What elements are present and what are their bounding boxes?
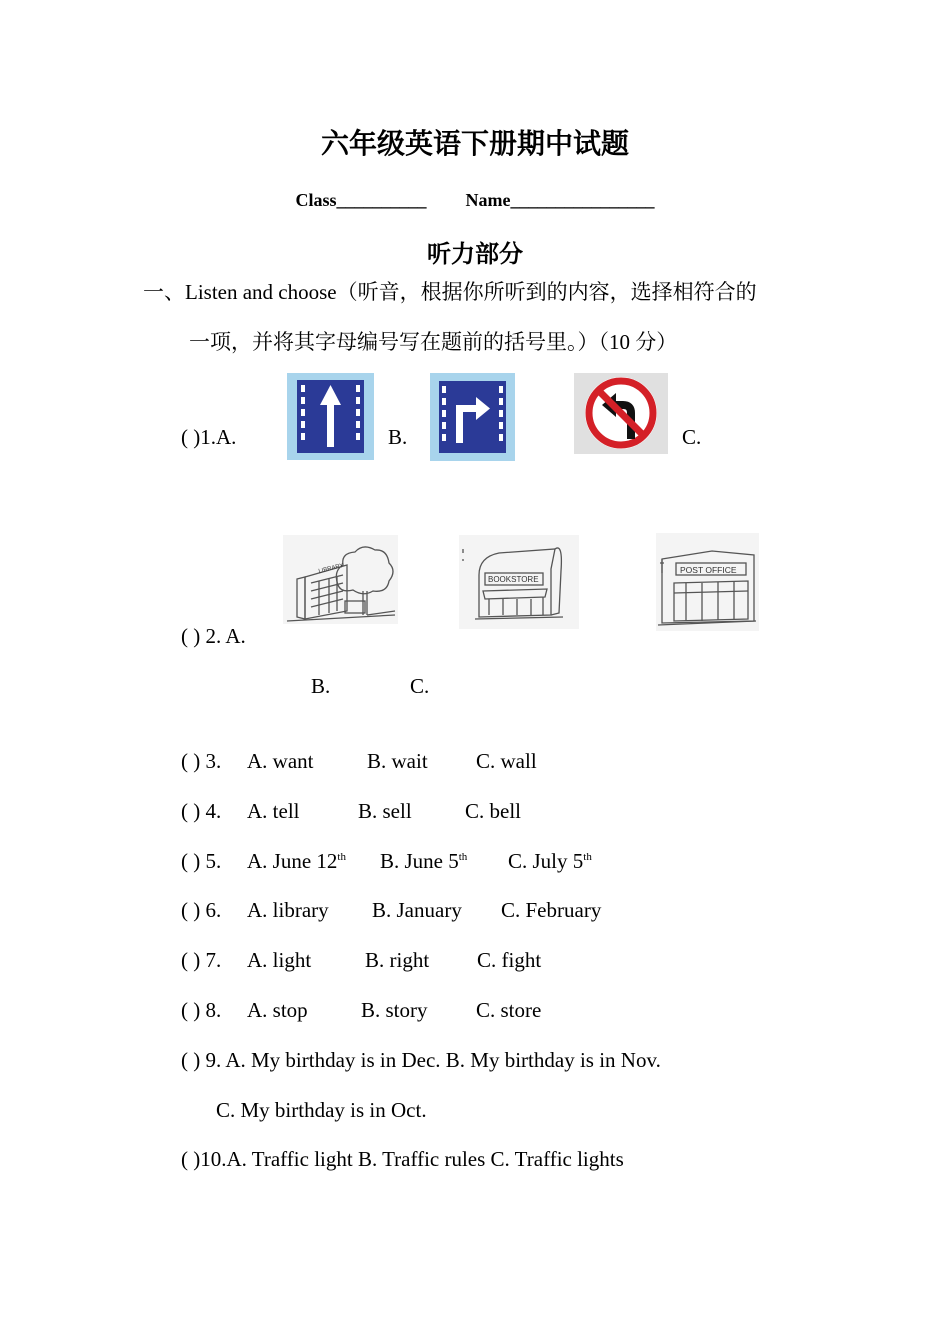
q2-prefix: ( ) 2. A.	[181, 624, 246, 648]
q5-option-c-text: C. July 5	[508, 849, 584, 873]
q4-number: ( ) 4.	[181, 799, 222, 823]
turn-right-sign-icon	[430, 373, 515, 461]
q3-option-c[interactable]: C. wall	[476, 749, 537, 773]
section-title: 听力部分	[427, 242, 523, 268]
bookstore-building-icon	[459, 535, 579, 629]
q5-option-a-sup: th	[337, 851, 346, 863]
q8-option-a[interactable]: A. stop	[247, 998, 308, 1022]
q5-option-a[interactable]	[247, 849, 346, 874]
q8-number: ( ) 8.	[181, 998, 222, 1022]
q3-number: ( ) 3.	[181, 749, 222, 773]
page-title: 六年级英语下册期中试题	[320, 129, 629, 160]
q8-option-c[interactable]: C. store	[476, 998, 542, 1022]
q6-option-c[interactable]: C. February	[501, 898, 602, 922]
q4-option-a[interactable]: A. tell	[247, 799, 300, 823]
q2-option-b-label: B.	[311, 674, 331, 698]
q5-option-a-text: A. June 12	[247, 849, 338, 873]
student-info-row	[0, 190, 950, 211]
q5-option-b-sup: th	[458, 851, 468, 863]
library-building-icon	[283, 535, 398, 624]
q5-option-c[interactable]	[508, 849, 592, 874]
q5-number: ( ) 5.	[181, 849, 222, 873]
part1-instruction-line2: 一项，并将其字母编号写在题前的括号里。）（10 分）	[189, 330, 678, 354]
class-field[interactable]: Class__________	[295, 190, 427, 210]
post-office-sign-text: POST OFFICE	[680, 565, 737, 575]
part1-instruction-line1: 一、Listen and choose（听音，根据你所听到的内容，选择相符合的	[143, 280, 757, 304]
q7-option-a[interactable]: A. light	[247, 948, 312, 972]
q4-option-c[interactable]: C. bell	[465, 799, 521, 823]
q1-prefix: ( )1.A.	[181, 425, 237, 449]
q1-option-c-label: C.	[682, 425, 702, 449]
q3-option-b[interactable]: B. wait	[367, 749, 428, 773]
q4-option-b[interactable]: B. sell	[358, 799, 412, 823]
q5-option-c-sup: th	[583, 851, 592, 863]
q7-option-c[interactable]: C. fight	[477, 948, 542, 972]
q5-option-b-text: B. June 5	[380, 849, 459, 873]
q5-option-b[interactable]	[380, 849, 467, 874]
q9-line2: C. My birthday is in Oct.	[216, 1098, 427, 1122]
q7-option-b[interactable]: B. right	[365, 948, 430, 972]
bookstore-sign-text: BOOKSTORE	[488, 575, 539, 584]
q10-line: ( )10.A. Traffic light B. Traffic rules C. Traffic lights	[181, 1147, 624, 1171]
name-field[interactable]: Name________________	[465, 190, 655, 210]
q9-line1: ( ) 9. A. My birthday is in Dec. B. My birthday is in Nov.	[181, 1048, 661, 1072]
library-sign-text: LIBRARY	[318, 562, 345, 575]
q6-option-a[interactable]: A. library	[247, 898, 329, 922]
q2-option-c-label: C.	[410, 674, 430, 698]
q8-option-b[interactable]: B. story	[361, 998, 428, 1022]
q6-option-b[interactable]: B. January	[372, 898, 462, 922]
straight-ahead-sign-icon	[287, 373, 374, 460]
q7-number: ( ) 7.	[181, 948, 222, 972]
q1-option-b-label: B.	[388, 425, 408, 449]
q6-number: ( ) 6.	[181, 898, 222, 922]
no-left-turn-sign-icon	[574, 373, 668, 454]
post-office-building-icon	[656, 533, 759, 631]
q3-option-a[interactable]: A. want	[247, 749, 314, 773]
